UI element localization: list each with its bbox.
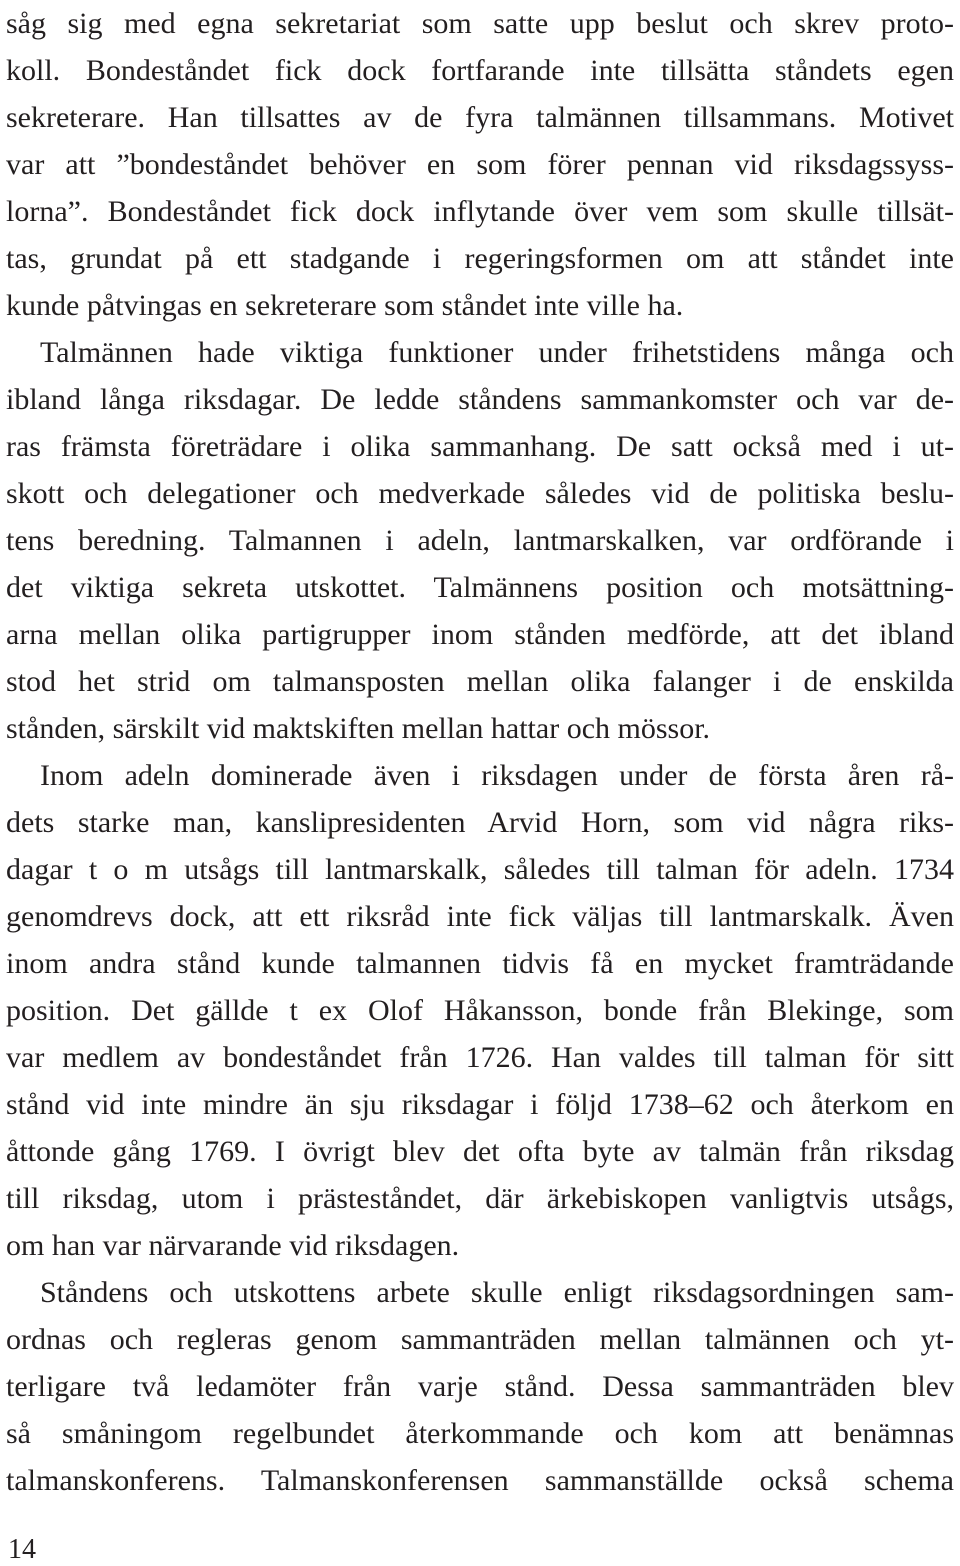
- text-line: ras främsta företrädare i olika sammanhang. De satt också med i ut-: [6, 430, 954, 463]
- paragraph-first-line: Inom adeln dominerade även i riksdagen under de första åren rå-: [40, 759, 954, 792]
- text-line: dagar t o m utsågs till lantmarskalk, således till talman för adeln. 1734: [6, 853, 954, 886]
- text-line: tens beredning. Talmannen i adeln, lantmarskalken, var ordförande i: [6, 524, 954, 557]
- text-line: terligare två ledamöter från varje stånd. Dessa sammanträden blev: [6, 1370, 954, 1403]
- text-line: åttonde gång 1769. I övrigt blev det ofta byte av talmän från riksdag: [6, 1135, 954, 1168]
- text-line: sekreterare. Han tillsattes av de fyra talmännen tillsammans. Motivet: [6, 101, 954, 134]
- text-line: stånden, särskilt vid maktskiften mellan hattar och mössor.: [6, 712, 711, 745]
- text-line: kunde påtvingas en sekreterare som ståndet inte ville ha.: [6, 289, 684, 322]
- text-line: till riksdag, utom i prästeståndet, där ärkebiskopen vanligtvis utsågs,: [6, 1182, 954, 1215]
- text-line: position. Det gällde t ex Olof Håkansson, bonde från Blekinge, som: [6, 994, 954, 1027]
- text-line: var att ”bondeståndet behöver en som förer pennan vid riksdagssyss-: [6, 148, 954, 181]
- text-line: såg sig med egna sekretariat som satte upp beslut och skrev proto-: [6, 7, 954, 40]
- paragraph-first-line: Ståndens och utskottens arbete skulle enligt riksdagsordningen sam-: [40, 1276, 954, 1309]
- text-line: arna mellan olika partigrupper inom stånden medförde, att det ibland: [6, 618, 954, 651]
- text-line: dets starke man, kanslipresidenten Arvid Horn, som vid några riks-: [6, 806, 954, 839]
- text-line: inom andra stånd kunde talmannen tidvis få en mycket framträdande: [6, 947, 954, 980]
- text-line: stod het strid om talmansposten mellan olika falanger i de enskilda: [6, 665, 954, 698]
- text-line: koll. Bondeståndet fick dock fortfarande inte tillsätta ståndets egen: [6, 54, 954, 87]
- text-line: ordnas och regleras genom sammanträden mellan talmännen och yt-: [6, 1323, 954, 1356]
- page-number: 14: [8, 1534, 36, 1565]
- text-line: skott och delegationer och medverkade således vid de politiska beslu-: [6, 477, 954, 510]
- text-line: stånd vid inte mindre än sju riksdagar i följd 1738–62 och återkom en: [6, 1088, 954, 1121]
- text-line: lorna”. Bondeståndet fick dock inflytande över vem som skulle tillsät-: [6, 195, 954, 228]
- text-line: tas, grundat på ett stadgande i regeringsformen om att ståndet inte: [6, 242, 954, 275]
- text-line: det viktiga sekreta utskottet. Talmännens position och motsättning-: [6, 571, 954, 604]
- text-line: genomdrevs dock, att ett riksråd inte fick väljas till lantmarskalk. Även: [6, 900, 954, 933]
- text-line: talmanskonferens. Talmanskonferensen sammanställde också schema: [6, 1464, 954, 1497]
- text-line: så småningom regelbundet återkommande och kom att benämnas: [6, 1417, 954, 1450]
- text-line: var medlem av bondeståndet från 1726. Han valdes till talman för sitt: [6, 1041, 954, 1074]
- text-line: om han var närvarande vid riksdagen.: [6, 1229, 460, 1262]
- document-page: [6, 0, 954, 1566]
- text-line: ibland långa riksdagar. De ledde ståndens sammankomster och var de-: [6, 383, 954, 416]
- paragraph-first-line: Talmännen hade viktiga funktioner under frihetstidens många och: [40, 336, 954, 369]
